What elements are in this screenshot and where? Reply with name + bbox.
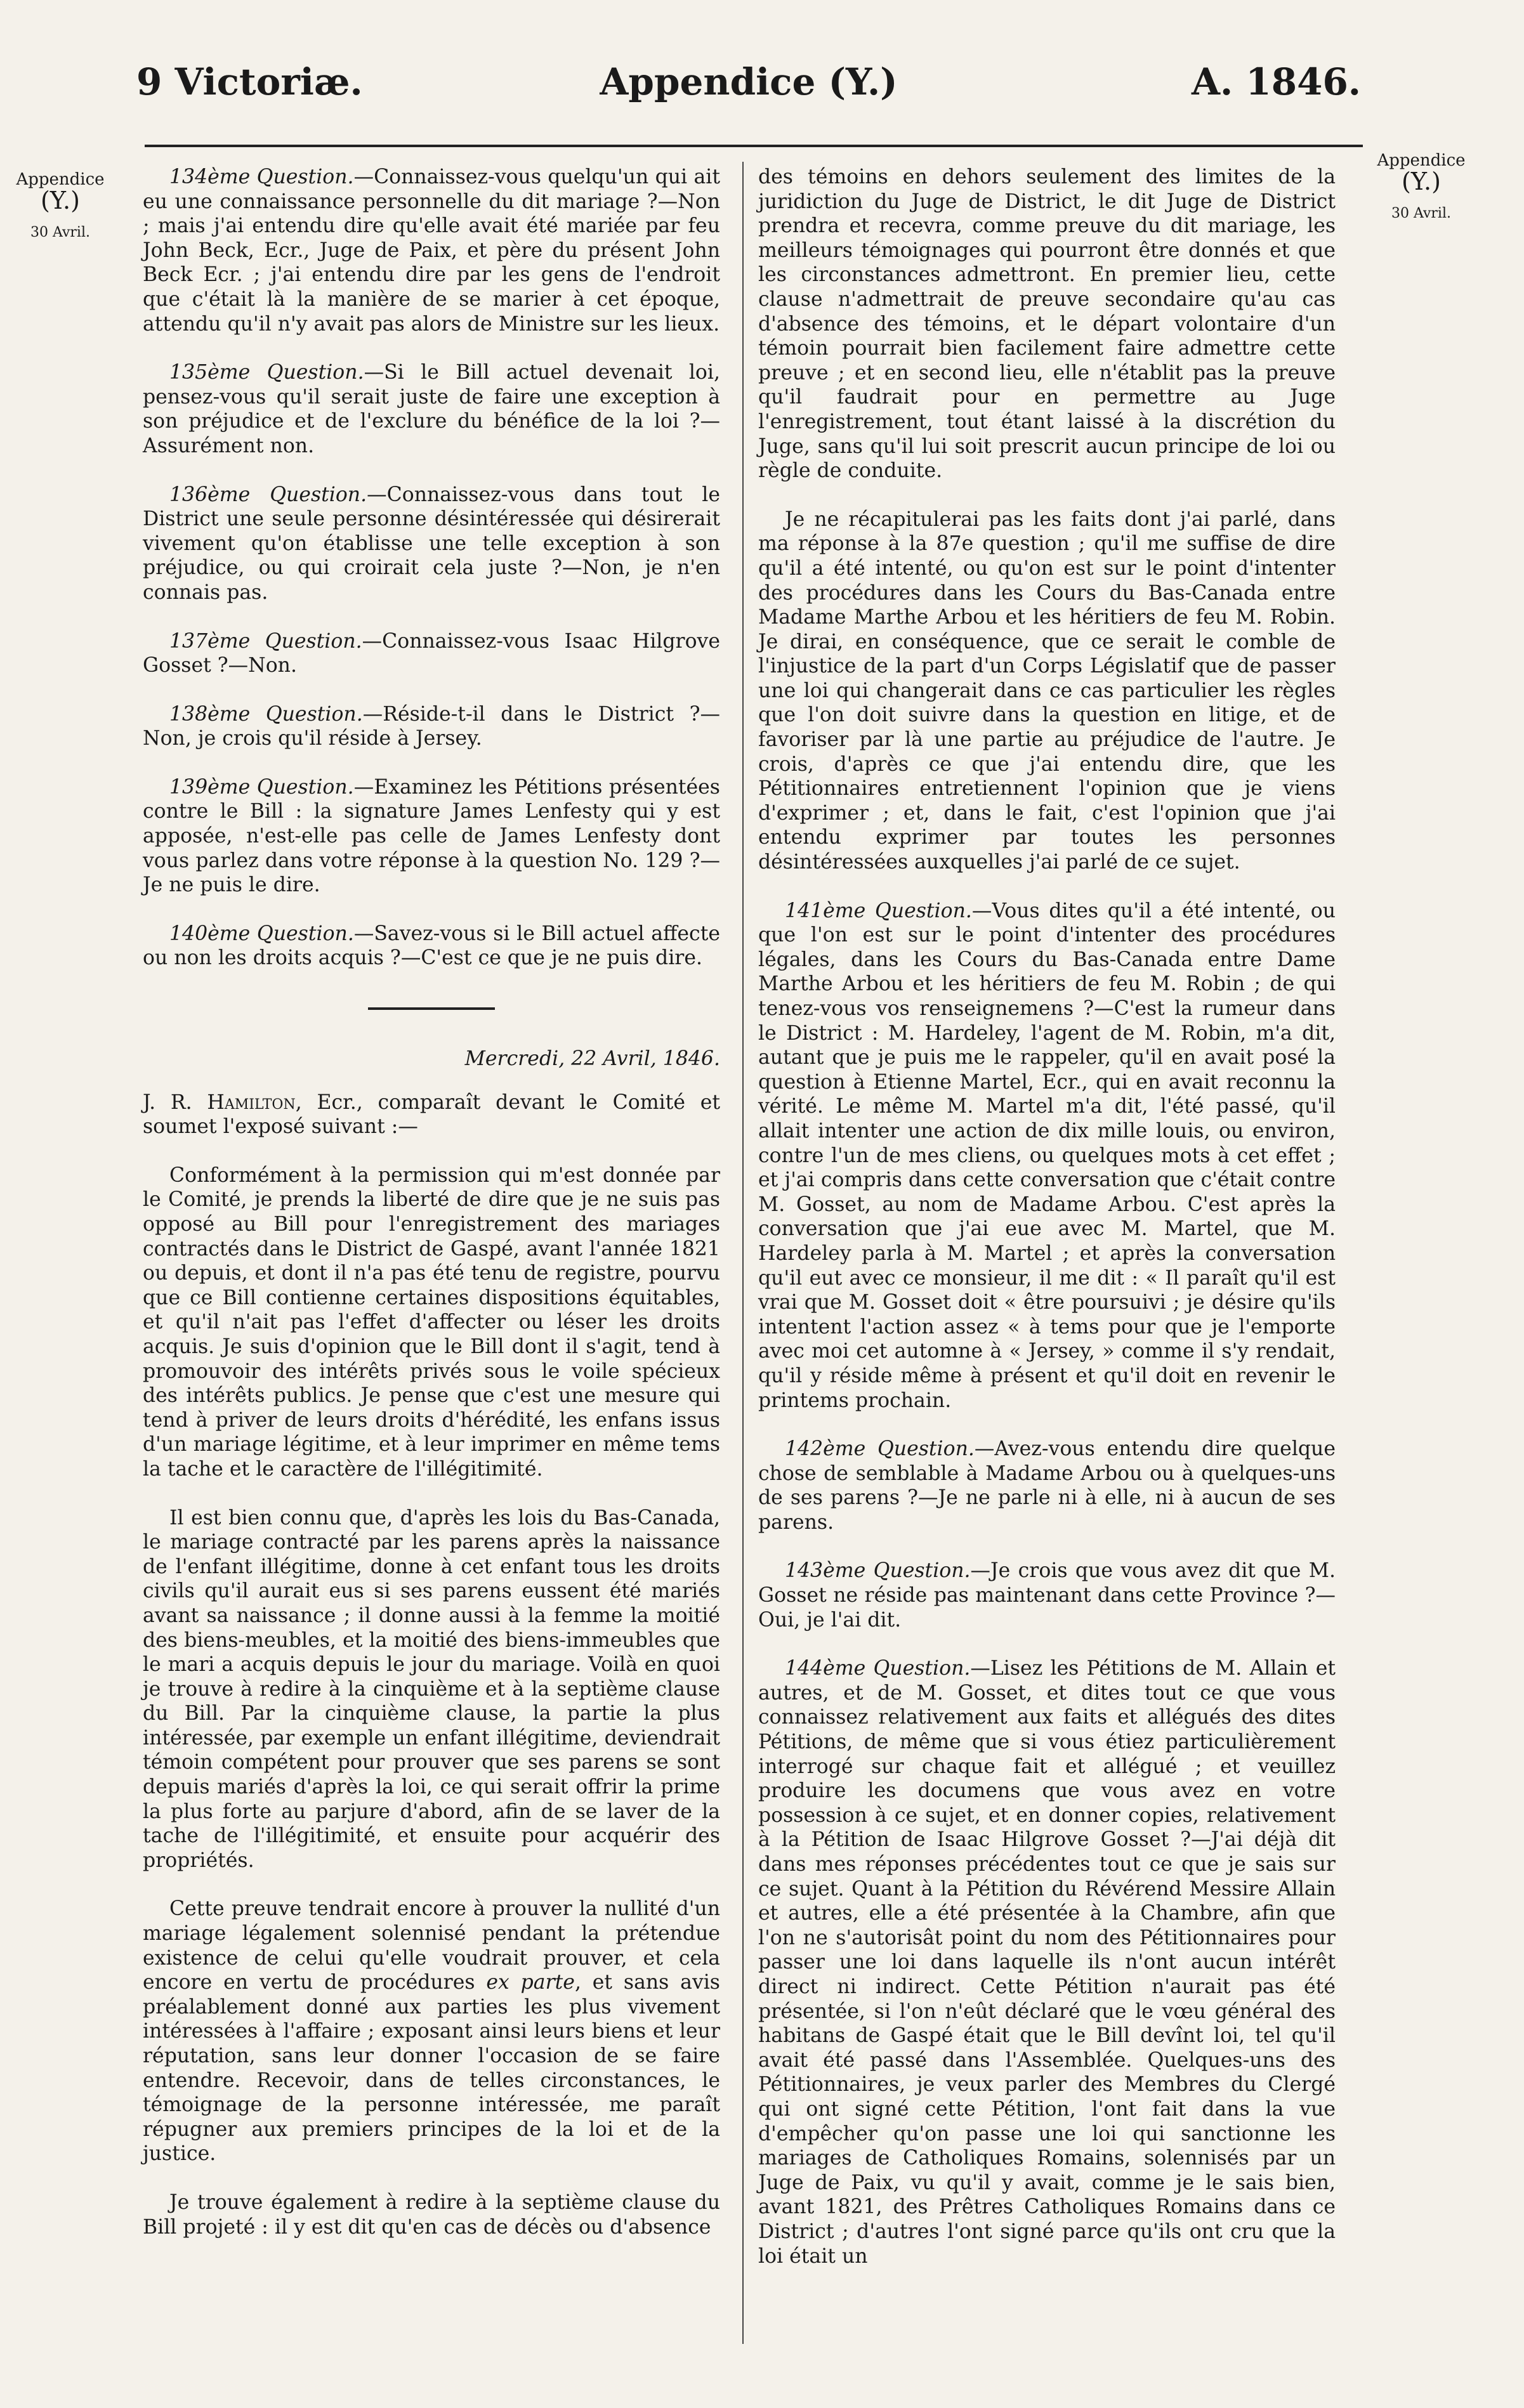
- question-138: 138ème Question.—Réside-t-il dans le District ?—Non, je crois qu'il réside à Jersey.: [143, 702, 720, 750]
- question-139: 139ème Question.—Examinez les Pétitions présentées contre le Bill : la signature James Lenfesty qui y est apposée, n'est-elle pas celle de James Lenfesty dont vous parlez dans votre réponse à la question No. 129 ?—Je ne puis le dire.: [143, 775, 720, 897]
- question-142: 142ème Question.—Avez-vous entendu dire quelque chose de semblable à Madame Arbou ou à quelques-uns de ses parens ?—Je ne parle ni à elle, ni à aucun de ses parens.: [758, 1437, 1336, 1534]
- right-margin-note: [1374, 152, 1469, 221]
- right-column: [758, 165, 1336, 2293]
- section-separator: [368, 1007, 495, 1010]
- session-label: 9 Victoriæ.: [136, 60, 363, 103]
- left-margin-note: [13, 171, 108, 240]
- appendix-title: Appendice (Y.): [600, 60, 898, 103]
- dateline: Mercredi, 22 Avril, 1846.: [464, 1047, 720, 1071]
- page-header: [136, 60, 1361, 117]
- year-label: A. 1846.: [1191, 60, 1361, 103]
- margin-y: (Y.): [41, 186, 80, 215]
- statement-paragraph-4: Je trouve également à redire à la septième clause du Bill projeté : il y est dit qu'en cas de décès ou d'absence: [143, 2190, 720, 2239]
- statement-paragraph-2: Il est bien connu que, d'après les lois du Bas-Canada, le mariage contracté par les parens après la naissance de l'enfant illégitime, donne à cet enfant tous les droits civils qu'il aurait eus si ses parens eussent été mariés avant sa naissance ; il donne aussi à la femme la moitié des biens-meubles, et la moitié des biens-immeubles que le mari a acquis depuis le jour du mariage. Voilà en quoi je trouve à redire à la cinquième et à la septième clause du Bill. Par la cinquième clause, la partie la plus intéressée, par exemple un enfant illégitime, deviendrait témoin compétent pour prouver que ses parens se sont depuis mariés d'après la loi, ce qui serait offrir la prime la plus forte au parjure d'abord, afin de se laver de la tache de l'illégitimité, et ensuite pour acquérir des propriétés.: [143, 1506, 720, 1872]
- margin-date: 30 Avril.: [30, 225, 90, 241]
- margin-date: 30 Avril.: [1391, 206, 1451, 222]
- margin-appendix: Appendice: [1377, 151, 1466, 170]
- question-136: 136ème Question.—Connaissez-vous dans tout le District une seule personne désintéressée qui désirerait vivement qu'on établisse une telle exception à son préjudice, ou qui croirait cela juste ?—Non, je n'en connais pas.: [143, 483, 720, 604]
- statement-continuation: des témoins en dehors seulement des limites de la juridiction du Juge de District, le dit Juge de District prendra et recevra, comme preuve du dit mariage, les meilleurs témoignages qui pourront être donnés et que les circonstances admettront. En premier lieu, cette clause n'admettrait de preuve secondaire qu'au cas d'absence des témoins, et le départ volontaire d'un témoin pourrait bien facilement faire admettre cette preuve ; et en second lieu, elle n'établit pas la preuve qu'il faudrait pour en permettre au Juge l'enregistrement, tout étant laissé à la discrétion du Juge, sans qu'il lui soit prescrit aucun principe de loi ou règle de conduite.: [758, 166, 1336, 483]
- question-137: 137ème Question.—Connaissez-vous Isaac Hilgrove Gosset ?—Non.: [143, 629, 720, 677]
- witness-intro: J. R. Hamilton, Ecr., comparaît devant le Comité et soumet l'exposé suivant :—: [143, 1090, 720, 1139]
- margin-y: (Y.): [1402, 167, 1441, 196]
- statement-paragraph-3: Cette preuve tendrait encore à prouver la nullité d'un mariage légalement solennisé pendant la prétendue existence de celui qu'elle voudrait prouver, et cela encore en vertu de procédures ex parte, et sans avis préalablement donné aux parties les plus vivement intéressées à l'affaire ; exposant ainsi leurs biens et leur réputation, sans leur donner l'occasion de se faire entendre. Recevoir, dans de telles circonstances, le témoignage de la personne intéressée, me paraît répugner aux premiers principes de la loi et de la justice.: [143, 1897, 720, 2166]
- question-140: 140ème Question.—Savez-vous si le Bill actuel affecte ou non les droits acquis ?—C'est ce que je ne puis dire.: [143, 922, 720, 970]
- witness-name: J. R. Hamilton,: [143, 1090, 302, 1114]
- question-134: 134ème Question.—Connaissez-vous quelqu'un qui ait eu une connaissance personnelle du dit mariage ?—Non ; mais j'ai entendu dire qu'elle avait été mariée par feu John Beck, Ecr., Juge de Paix, et père du présent John Beck Ecr. ; j'ai entendu dire par les gens de l'endroit que c'était là la manière de se marier à cet époque, attendu qu'il n'y avait pas alors de Ministre sur les lieux.: [143, 166, 720, 336]
- left-column: [143, 165, 720, 2263]
- statement-recapitulation: Je ne récapitulerai pas les faits dont j'ai parlé, dans ma réponse à la 87e question ; qu'il me suffise de dire qu'il a été intenté, ou qu'on est sur le point d'intenter des procédures dans les Cours du Bas-Canada entre Madame Marthe Arbou et les héritiers de feu M. Robin. Je dirai, en conséquence, que ce serait le comble de l'injustice de la part d'un Corps Législatif que de passer une loi qui changerait dans ce cas particulier les règles que l'on doit suivre dans la question en litige, et de favoriser par là une partie au préjudice de l'autre. Je crois, d'après ce que j'ai entendu dire, que les Pétitionnaires entretiennent l'opinion que je viens d'exprimer ; et, dans le fait, c'est l'opinion que j'ai entendu exprimer par toutes les personnes désintéressées auxquelles j'ai parlé de ce sujet.: [758, 507, 1336, 874]
- question-141: 141ème Question.—Vous dites qu'il a été intenté, ou que l'on est sur le point d'intenter des procédures légales, dans les Cours du Bas-Canada entre Dame Marthe Arbou et les héritiers de feu M. Robin ; de qui tenez-vous vos renseignemens ?—C'est la rumeur dans le District : M. Hardeley, l'agent de M. Robin, m'a dit, autant que je puis me le rappeler, qu'il en avait posé la question à Etienne Martel, Ecr., qui en avait reconnu la vérité. Le même M. Martel m'a dit, l'été passé, qu'il allait intenter une action de dix mille louis, ou environ, contre l'un de mes cliens, ou quelques mots à cet effet ; et j'ai compris dans cette conversation que c'était contre M. Gosset, au nom de Madame Arbou. C'est après la conversation que j'ai eue avec M. Martel, que M. Hardeley parla à M. Martel ; et après la conversation qu'il eut avec ce monsieur, il me dit : « Il paraît qu'il est vrai que M. Gosset doit « être poursuivi ; je désire qu'ils intentent l'action assez « à tems pour que je l'emporte avec moi cet automne à « Jersey, » comme il s'y rendait, qu'il y réside même à présent et qu'il doit en revenir le printems prochain.: [758, 899, 1336, 1412]
- statement-paragraph-1: Conformément à la permission qui m'est donnée par le Comité, je prends la liberté de dire que je ne suis pas opposé au Bill pour l'enregistrement des mariages contractés dans le District de Gaspé, avant l'année 1821 ou depuis, et dont il n'a pas été tenu de registre, pourvu que ce Bill contienne certaines dispositions équitables, et qu'il n'ait pas l'effet d'affecter ou léser les droits acquis. Je suis d'opinion que le Bill dont il s'agit, tend à promouvoir des intérêts privés sous le voile spécieux des intérêts publics. Je pense que c'est une mesure qui tend à priver de leurs droits d'hérédité, les enfans issus d'un mariage légitime, et à leur imprimer en même tems la tache et le caractère de l'illégitimité.: [143, 1163, 720, 1481]
- margin-appendix: Appendice: [16, 170, 105, 189]
- header-rule: [145, 145, 1363, 147]
- question-144: 144ème Question.—Lisez les Pétitions de M. Allain et autres, et de M. Gosset, et dites tout ce que vous connaissez relativement aux faits et allégués des dites Pétitions, de même que si vous étiez particulièrement interrogé sur chaque fait et allégué ; et veuillez produire les documens que vous avez en votre possession à ce sujet, et en donner copies, relativement à la Pétition de Isaac Hilgrove Gosset ?—J'ai déjà dit dans mes réponses précédentes tout ce que je sais sur ce sujet. Quant à la Pétition du Révérend Messire Allain et autres, elle a été présentée à la Chambre, afin que l'on ne s'autorisât point du nom des Pétitionnaires pour passer une loi dans laquelle ils n'ont aucun intérêt direct ni indirect. Cette Pétition n'aurait pas été présentée, si l'on n'eût déclaré que le vœu général des habitans de Gaspé était que le Bill devînt loi, tel qu'il avait été passé dans l'Assemblée. Quelques-uns des Pétitionnaires, je veux parler des Membres du Clergé qui ont signé cette Pétition, l'ont fait dans la vue d'empêcher qu'on passe une loi qui sanctionne les mariages de Catholiques Romains, solennisés par un Juge de Paix, vu qu'il y avait, comme je le sais bien, avant 1821, des Prêtres Catholiques Romains dans ce District ; d'autres l'ont signé parce qu'ils ont cru que la loi était un: [758, 1657, 1336, 2268]
- column-divider: [742, 162, 744, 2344]
- question-143: 143ème Question.—Je crois que vous avez dit que M. Gosset ne réside pas maintenant dans cette Province ?—Oui, je l'ai dit.: [758, 1559, 1336, 1632]
- question-135: 135ème Question.—Si le Bill actuel devenait loi, pensez-vous qu'il serait juste de faire une exception à son préjudice et de l'exclure du bénéfice de la loi ?—Assurément non.: [143, 361, 720, 457]
